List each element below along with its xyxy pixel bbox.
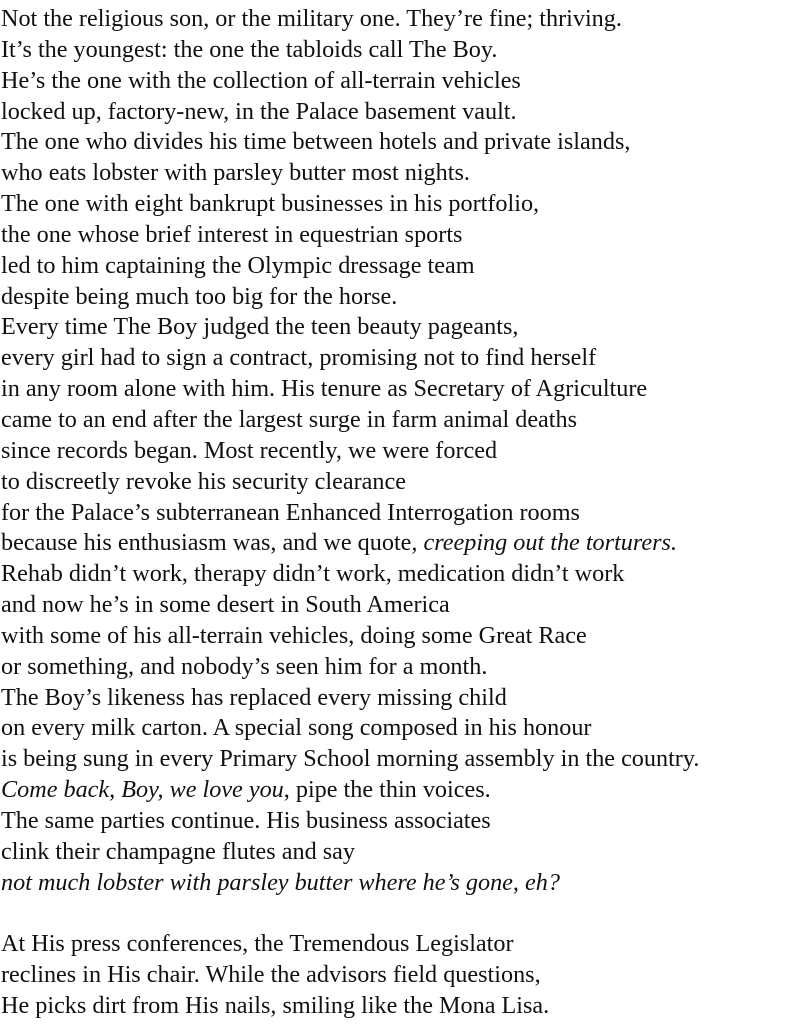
poem-line: in any room alone with him. His tenure as Secretary of Agriculture	[1, 375, 648, 403]
stanza-2	[1, 929, 797, 1022]
poem-line: despite being much too big for the horse.	[1, 282, 398, 310]
poem-line-italic-quote: Come back, Boy, we love you	[1, 776, 284, 804]
poem-line: is being sung in every Primary School morning assembly in the country.	[1, 745, 700, 773]
poem-line-text: because his enthusiasm was, and we quote,	[1, 529, 424, 557]
poem-line: or something, and nobody’s seen him for a month.	[1, 652, 488, 680]
poem-line: and now he’s in some desert in South America	[1, 591, 450, 619]
poem-line: the one whose brief interest in equestrian sports	[1, 220, 463, 248]
poem-line: since records began. Most recently, we were forced	[1, 436, 498, 464]
poem-line-italic-quote: creeping out the torturers.	[423, 529, 677, 557]
poem-line: Rehab didn’t work, therapy didn’t work, medication didn’t work	[1, 560, 625, 588]
poem-line: clink their champagne flutes and say	[1, 837, 355, 865]
poem-line: with some of his all-terrain vehicles, doing some Great Race	[1, 621, 587, 649]
poem-line: He’s the one with the collection of all-terrain vehicles	[1, 66, 521, 94]
poem-line-italic: not much lobster with parsley butter where he’s gone, eh?	[1, 868, 560, 896]
poem-line: who eats lobster with parsley butter most nights.	[1, 159, 470, 187]
poem-line: It’s the youngest: the one the tabloids call The Boy.	[1, 35, 498, 63]
stanza-1	[1, 4, 797, 898]
poem-line: The one who divides his time between hotels and private islands,	[1, 128, 631, 156]
poem-line: The Boy’s likeness has replaced every missing child	[1, 683, 507, 711]
poem-line: Not the religious son, or the military one. They’re fine; thriving.	[1, 5, 622, 32]
poem-line: Every time The Boy judged the teen beauty pageants,	[1, 313, 519, 341]
poem-line: on every milk carton. A special song composed in his honour	[1, 714, 592, 742]
poem-line	[1, 775, 797, 806]
poem-line: He picks dirt from His nails, smiling like the Mona Lisa.	[1, 992, 550, 1019]
poem-line: locked up, factory-new, in the Palace basement vault.	[1, 97, 517, 125]
poem-line: to discreetly revoke his security clearance	[1, 467, 406, 495]
poem-line: The one with eight bankrupt businesses in his portfolio,	[1, 190, 540, 218]
poem-line: reclines in His chair. While the advisors field questions,	[1, 961, 541, 989]
poem-line: At His press conferences, the Tremendous Legislator	[1, 930, 514, 958]
poem-line	[1, 528, 797, 559]
poem-line: led to him captaining the Olympic dressage team	[1, 251, 475, 279]
poem-line: came to an end after the largest surge in farm animal deaths	[1, 405, 578, 433]
poem-line-text: , pipe the thin voices.	[283, 776, 491, 804]
poem-line: The same parties continue. His business associates	[1, 806, 491, 834]
poem-line: every girl had to sign a contract, promising not to find herself	[1, 344, 597, 372]
poem-line: for the Palace’s subterranean Enhanced Interrogation rooms	[1, 498, 580, 526]
